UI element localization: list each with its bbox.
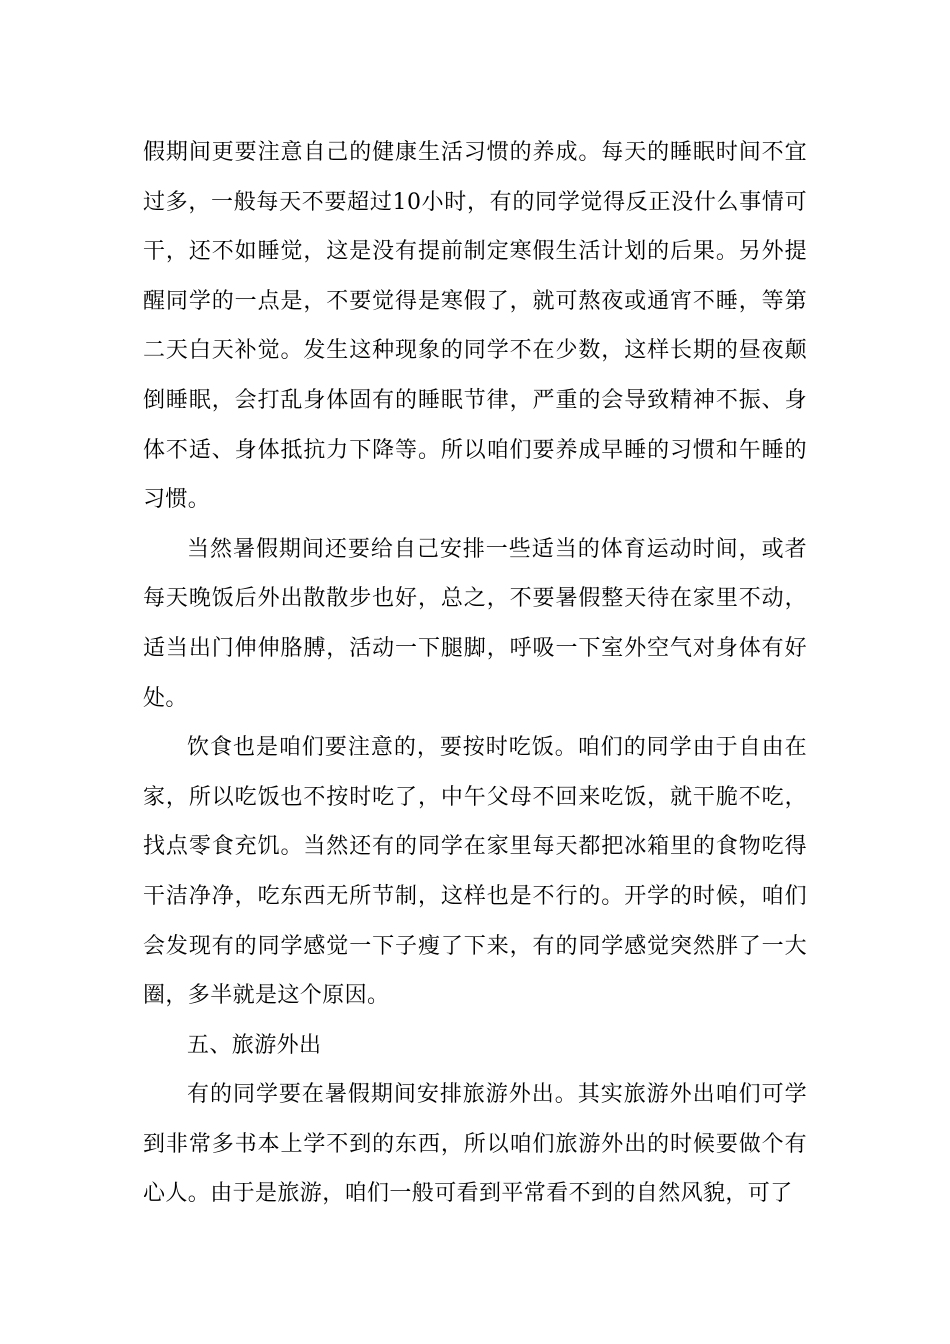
section-heading-travel: 五、旅游外出	[187, 1032, 322, 1058]
document-body	[143, 128, 807, 1219]
paragraph-travel: 有的同学要在暑假期间安排旅游外出。其实旅游外出咱们可学到非常多书本上学不到的东西，所以咱们旅游外出的时候要做个有心人。由于是旅游，咱们一般可看到平常看不到的自然风貌，可了	[143, 1082, 807, 1207]
paragraph-sleep-habits: 假期间更要注意自己的健康生活习惯的养成。每天的睡眠时间不宜过多，一般每天不要超过10小时，有的同学觉得反正没什么事情可干，还不如睡觉，这是没有提前制定寒假生活计划的后果。另外提醒同学的一点是，不要觉得是寒假了，就可熬夜或通宵不睡，等第二天白天补觉。发生这种现象的同学不在少数，这样长期的昼夜颠倒睡眠，会打乱身体固有的睡眠节律，严重的会导致精神不振、身体不适、身体抵抗力下降等。所以咱们要养成早睡的习惯和午睡的习惯。	[143, 140, 807, 513]
paragraph-diet: 饮食也是咱们要注意的，要按时吃饭。咱们的同学由于自由在家，所以吃饭也不按时吃了，中午父母不回来吃饭，就干脆不吃，找点零食充饥。当然还有的同学在家里每天都把冰箱里的食物吃得干洁净净，吃东西无所节制，这样也是不行的。开学的时候，咱们会发现有的同学感觉一下子瘦了下来，有的同学感觉突然胖了一大圈，多半就是这个原因。	[143, 735, 807, 1009]
paragraph-exercise: 当然暑假期间还要给自己安排一些适当的体育运动时间，或者每天晚饭后外出散散步也好，总之，不要暑假整天待在家里不动，适当出门伸伸胳膊，活动一下腿脚，呼吸一下室外空气对身体有好处。	[143, 536, 807, 711]
